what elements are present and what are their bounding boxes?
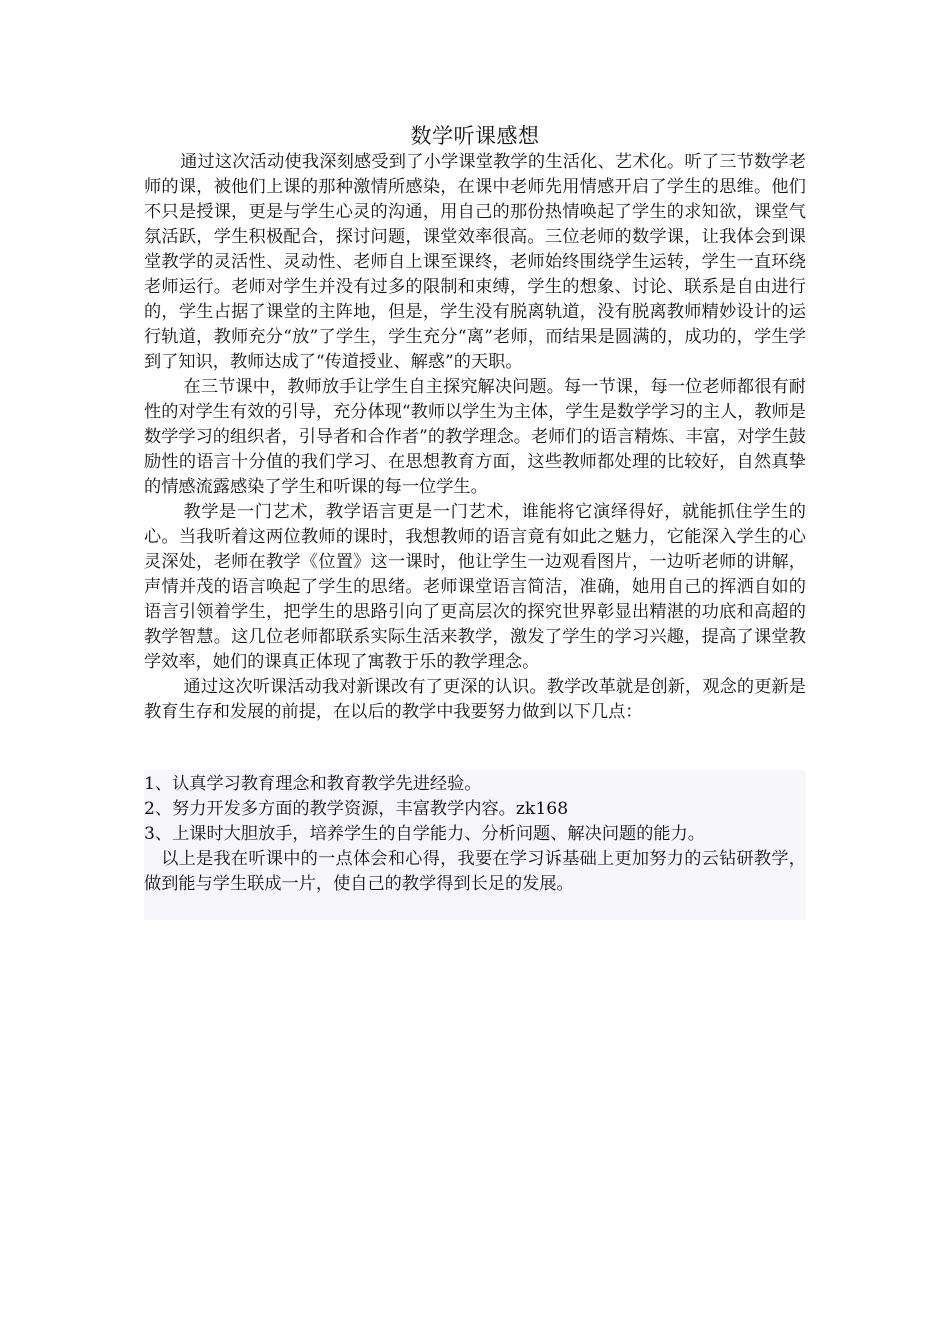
closing-paragraph: 以上是我在听课中的一点体会和心得，我要在学习诉基础上更加努力的云钻研教学，做到能与学生联成一片，使自己的教学得到长足的发展。 — [144, 849, 806, 894]
list-item-3: 3、上课时大胆放手，培养学生的自学能力、分析问题、解决问题的能力。 — [144, 824, 705, 844]
paragraph-3: 教学是一门艺术，教学语言更是一门艺术，谁能将它演绎得好，就能抓住学生的心。当我听着这两位教师的课时，我想教师的语言竟有如此之魅力，它能深入学生的心灵深处，老师在教学《位置》这一课时，他让学生一边观看图片，一边听老师的讲解，声情并茂的语言唤起了学生的思绪。老师课堂语言简洁，准确，她用自己的挥洒自如的语言引领着学生，把学生的思路引向了更高层次的探究世界彰显出精湛的功底和高超的教学智慧。这几位老师都联系实际生活来教学，激发了学生的学习兴趣，提高了课堂教学效率，她们的课真正体现了寓教于乐的教学理念。 — [144, 502, 806, 672]
list-item-1: 1、认真学习教育理念和教育教学先进经验。 — [144, 774, 482, 794]
document-body — [144, 150, 806, 725]
document-title: 数学听课感想 — [410, 124, 540, 148]
list-item-2: 2、努力开发多方面的教学资源，丰富教学内容。zk168 — [144, 799, 569, 819]
paragraph-4: 通过这次听课活动我对新课改有了更深的认识。教学改革就是创新，观念的更新是教育生存和发展的前提，在以后的教学中我要努力做到以下几点： — [144, 677, 806, 722]
paragraph-1: 通过这次活动使我深刻感受到了小学课堂教学的生活化、艺术化。听了三节数学老师的课，被他们上课的那种激情所感染，在课中老师先用情感开启了学生的思维。他们不只是授课，更是与学生心灵的沟通，用自己的那份热情唤起了学生的求知欲，课堂气氛活跃，学生积极配合，探讨问题，课堂效率很高。三位老师的数学课，让我体会到课堂教学的灵活性、灵动性、老师自上课至课终，老师始终围绕学生运转，学生一直环绕老师运行。老师对学生并没有过多的限制和束缚，学生的想象、讨论、联系是自由进行的，学生占据了课堂的主阵地，但是，学生没有脱离轨道，没有脱离教师精妙设计的运行轨道，教师充分“放”了学生，学生充分“离”老师，而结果是圆满的，成功的，学生学到了知识，教师达成了“传道授业、解惑”的天职。 — [144, 152, 806, 372]
points-list — [144, 772, 806, 897]
paragraph-2: 在三节课中，教师放手让学生自主探究解决问题。每一节课，每一位老师都很有耐性的对学生有效的引导，充分体现“教师以学生为主体，学生是数学学习的主人，教师是数学学习的组织者，引导者和合作者”的教学理念。老师们的语言精炼、丰富，对学生鼓励性的语言十分值的我们学习、在思想教育方面，这些教师都处理的比较好，自然真挚的情感流露感染了学生和听课的每一位学生。 — [144, 377, 806, 497]
